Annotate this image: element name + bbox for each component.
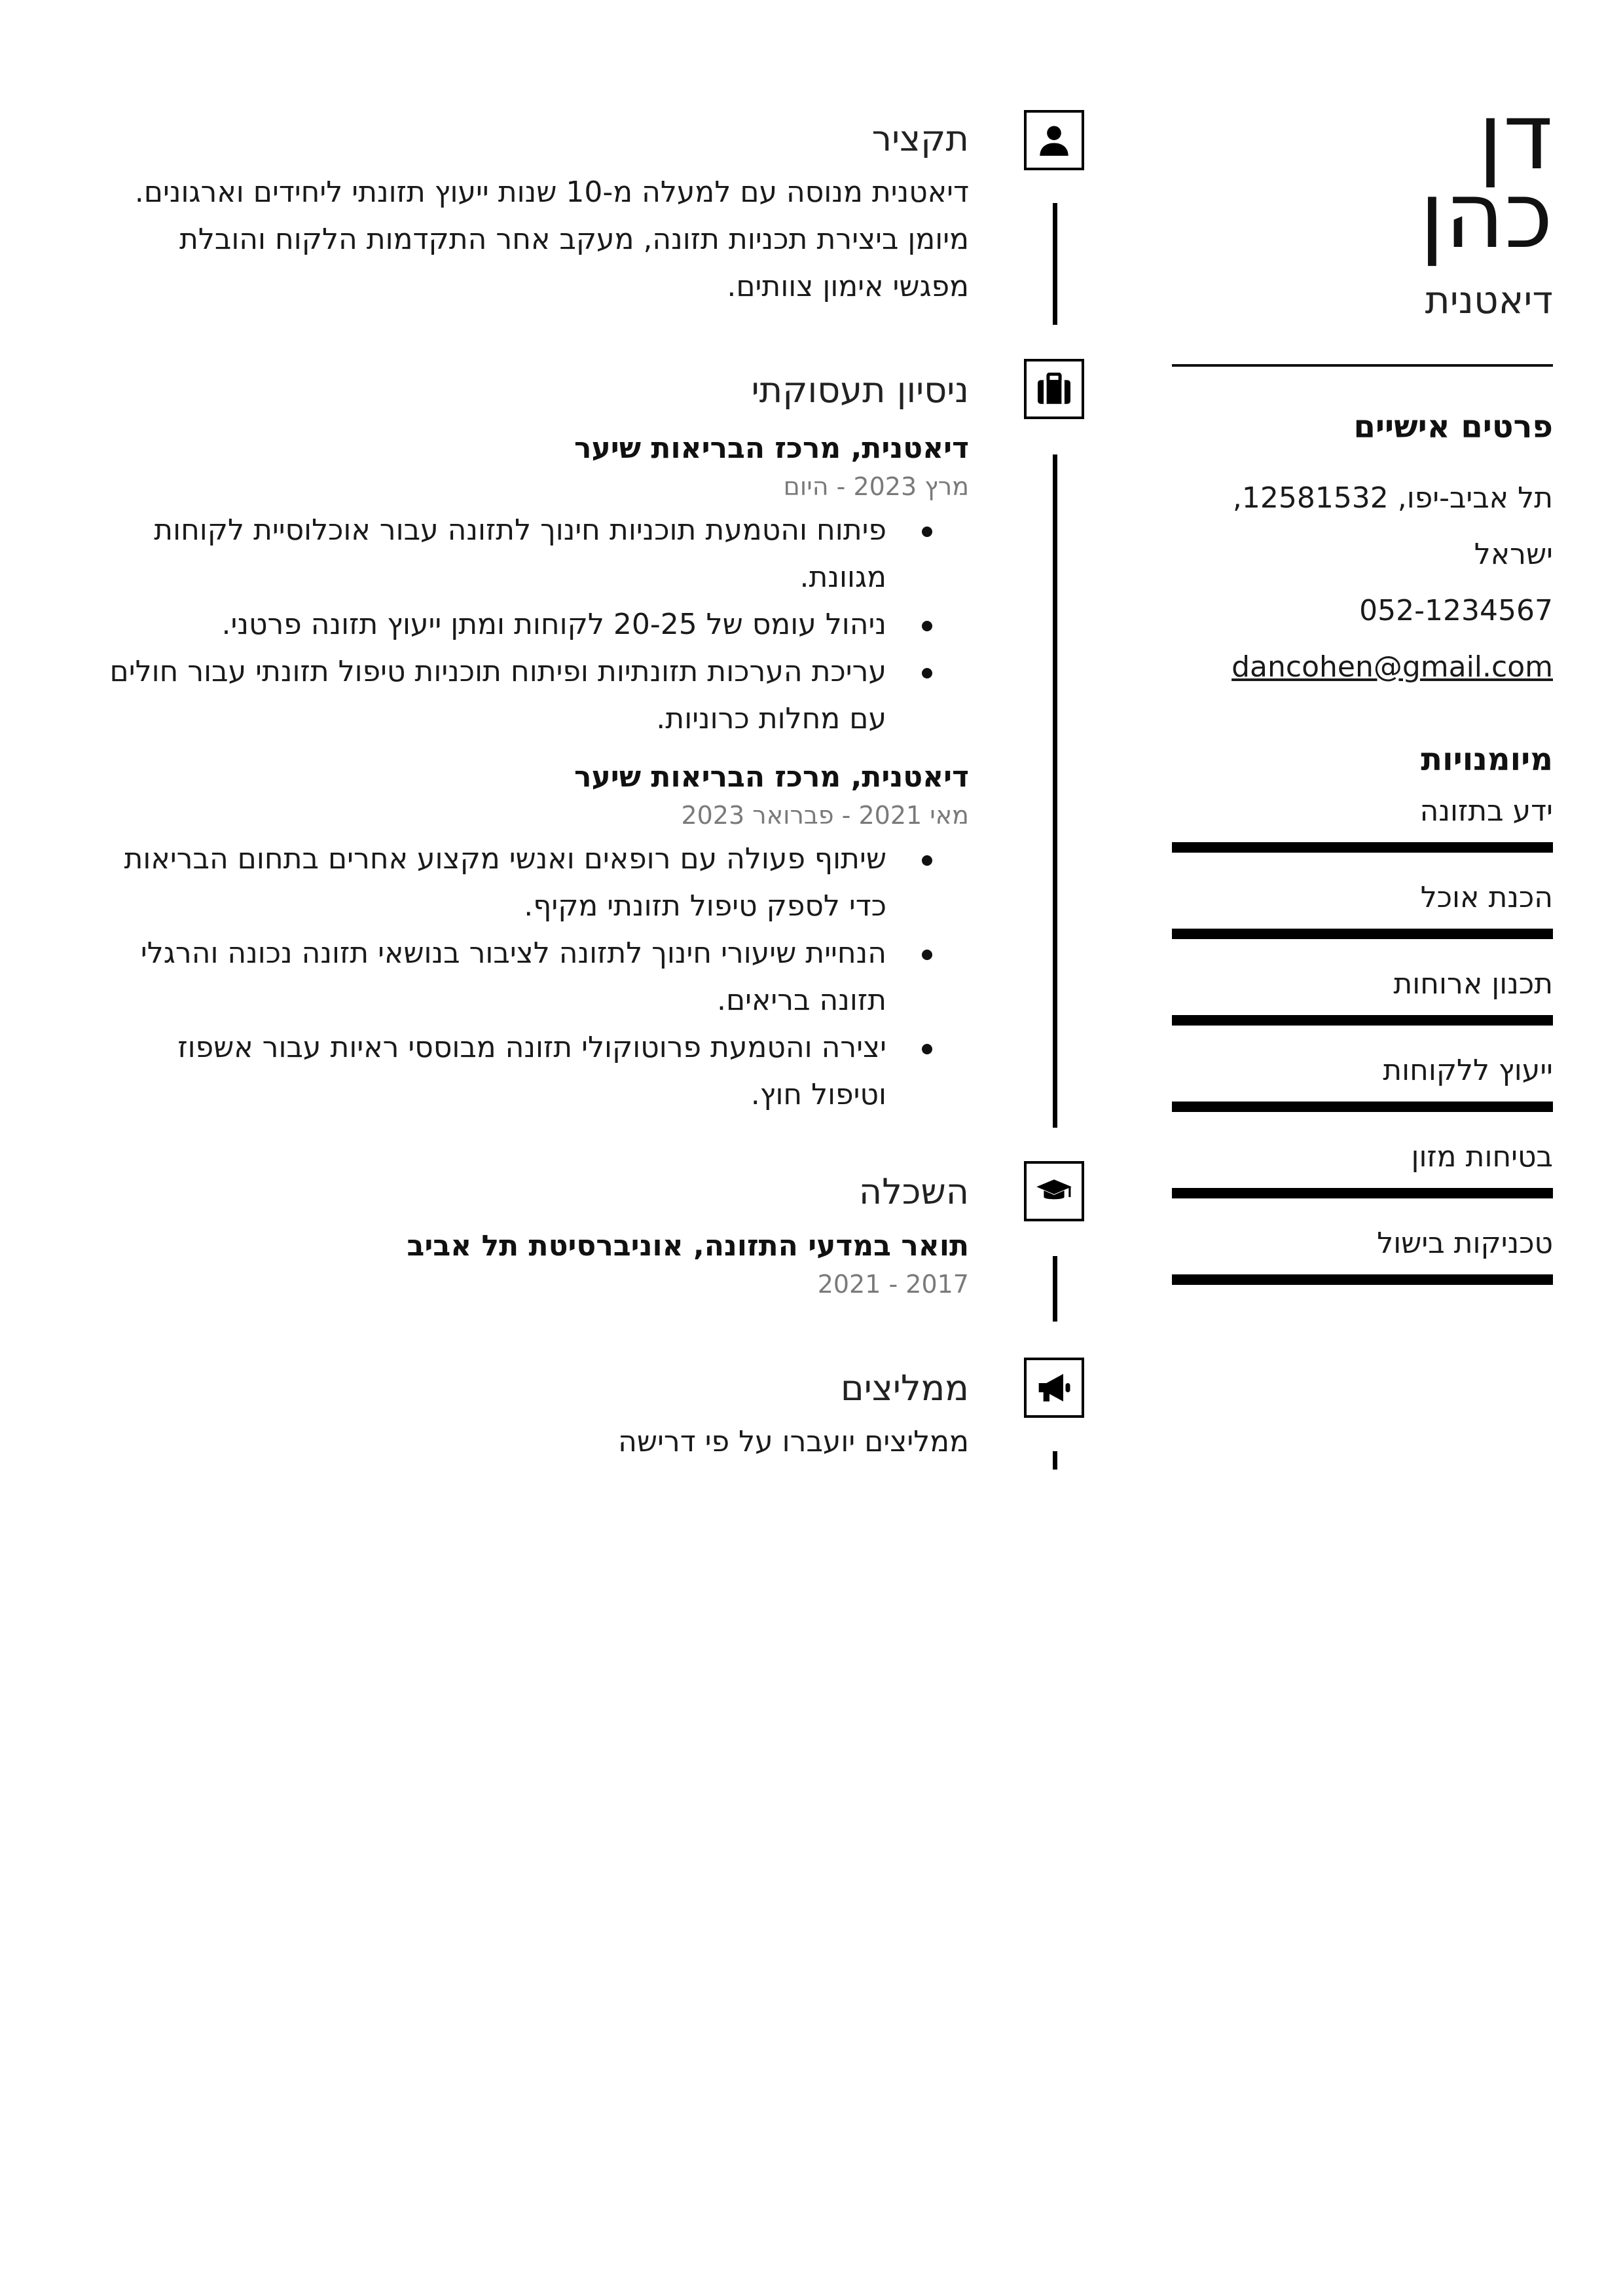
divider: [1172, 364, 1553, 367]
timeline-connector: [1053, 454, 1057, 1128]
skill-level-bar: [1172, 1015, 1553, 1026]
skill-item: [1172, 1132, 1553, 1198]
sidebar: [1172, 84, 1553, 1305]
personal-details-heading: פרטים אישיים: [1353, 409, 1553, 445]
skill-item: [1172, 872, 1553, 939]
list-item: יצירה והטמעת פרוטוקולי תזונה מבוססי ראיות עבור אשפוז וטיפול חוץ.: [98, 1024, 886, 1119]
briefcase-icon: [1024, 359, 1084, 419]
skill-label: טכניקות בישול: [1377, 1227, 1553, 1260]
last-name: כהן: [1419, 162, 1553, 269]
timeline-connector: [1053, 203, 1057, 325]
skill-label: ידע בתזונה: [1419, 794, 1553, 828]
person-icon: [1024, 110, 1084, 170]
list-item: הנחיית שיעורי חינוך לתזונה לציבור בנושאי תזונה נכונה והרגלי תזונה בריאים.: [98, 930, 886, 1024]
timeline-connector: [1053, 1256, 1057, 1322]
skill-level-bar: [1172, 842, 1553, 853]
skill-label: הכנת אוכל: [1420, 881, 1553, 914]
skill-item: [1172, 959, 1553, 1026]
job-title: דיאטנית, מרכז הבריאות שיער: [574, 760, 969, 794]
summary-text: דיאטנית מנוסה עם למעלה מ-10 שנות ייעוץ תזונתי ליחידים וארגונים. מיומן ביצירת תכניות תזונה, מעקב אחר התקדמות הלקוח והובלת מפגשי אימון צוותים.: [134, 176, 969, 303]
skill-label: ייעוץ ללקוחות: [1383, 1054, 1553, 1087]
education-dates: 2017 - 2021: [817, 1270, 969, 1299]
references-text: ממליצים יועברו על פי דרישה: [618, 1425, 969, 1458]
references-section: [98, 1362, 969, 1466]
skill-level-bar: [1172, 929, 1553, 939]
skill-level-bar: [1172, 1274, 1553, 1285]
list-item: פיתוח והטמעת תוכניות חינוך לתזונה עבור אוכלוסיית לקוחות מגוונת.: [98, 507, 886, 601]
education-heading: השכלה: [858, 1171, 969, 1212]
job-dates: מרץ 2023 - היום: [783, 472, 969, 501]
job-bullets: [98, 507, 969, 743]
skill-level-bar: [1172, 1188, 1553, 1198]
address: תל אביב-יפו, 12581532, ישראל: [1232, 481, 1553, 571]
references-heading: ממליצים: [840, 1367, 969, 1409]
experience-section: [98, 364, 969, 1119]
skills-heading: מיומנויות: [1421, 741, 1553, 778]
skill-level-bar: [1172, 1102, 1553, 1112]
list-item: שיתוף פעולה עם רופאים ואנשי מקצוע אחרים בתחום הבריאות כדי לספק טיפול תזונתי מקיף.: [98, 836, 886, 930]
job-bullets: [98, 836, 969, 1119]
skill-item: [1172, 786, 1553, 853]
summary-heading: תקציר: [871, 118, 969, 159]
list-item: עריכת הערכות תזונתיות ופיתוח תוכניות טיפול תזונתי עבור חולים עם מחלות כרוניות.: [98, 648, 886, 743]
phone: 052-1234567: [1359, 594, 1553, 627]
job-entry: [98, 428, 969, 743]
first-name: דן: [1478, 84, 1553, 191]
education-section: [98, 1166, 969, 1302]
graduation-cap-icon: [1024, 1161, 1084, 1221]
job-dates: מאי 2021 - פברואר 2023: [681, 801, 969, 830]
job-entry: [98, 757, 969, 1119]
list-item: ניהול עומס של 20-25 לקוחות ומתן ייעוץ תזונה פרטני.: [98, 601, 886, 648]
job-title: דיאטנית, מרכז הבריאות שיער: [574, 432, 969, 465]
megaphone-icon: [1024, 1358, 1084, 1418]
skill-label: תכנון ארוחות: [1393, 967, 1553, 1001]
skill-label: בטיחות מזון: [1411, 1140, 1553, 1174]
skills-list: [1172, 786, 1553, 1285]
timeline-connector: [1053, 1451, 1057, 1470]
skill-item: [1172, 1218, 1553, 1285]
email: [1172, 639, 1553, 695]
job-title: דיאטנית: [1425, 278, 1553, 322]
summary-section: [98, 113, 969, 310]
experience-heading: ניסיון תעסוקתי: [751, 369, 969, 411]
email-link[interactable]: dancohen@gmail.com: [1231, 650, 1553, 684]
skill-item: [1172, 1045, 1553, 1112]
degree: תואר במדעי התזונה, אוניברסיטת תל אביב: [407, 1229, 969, 1263]
